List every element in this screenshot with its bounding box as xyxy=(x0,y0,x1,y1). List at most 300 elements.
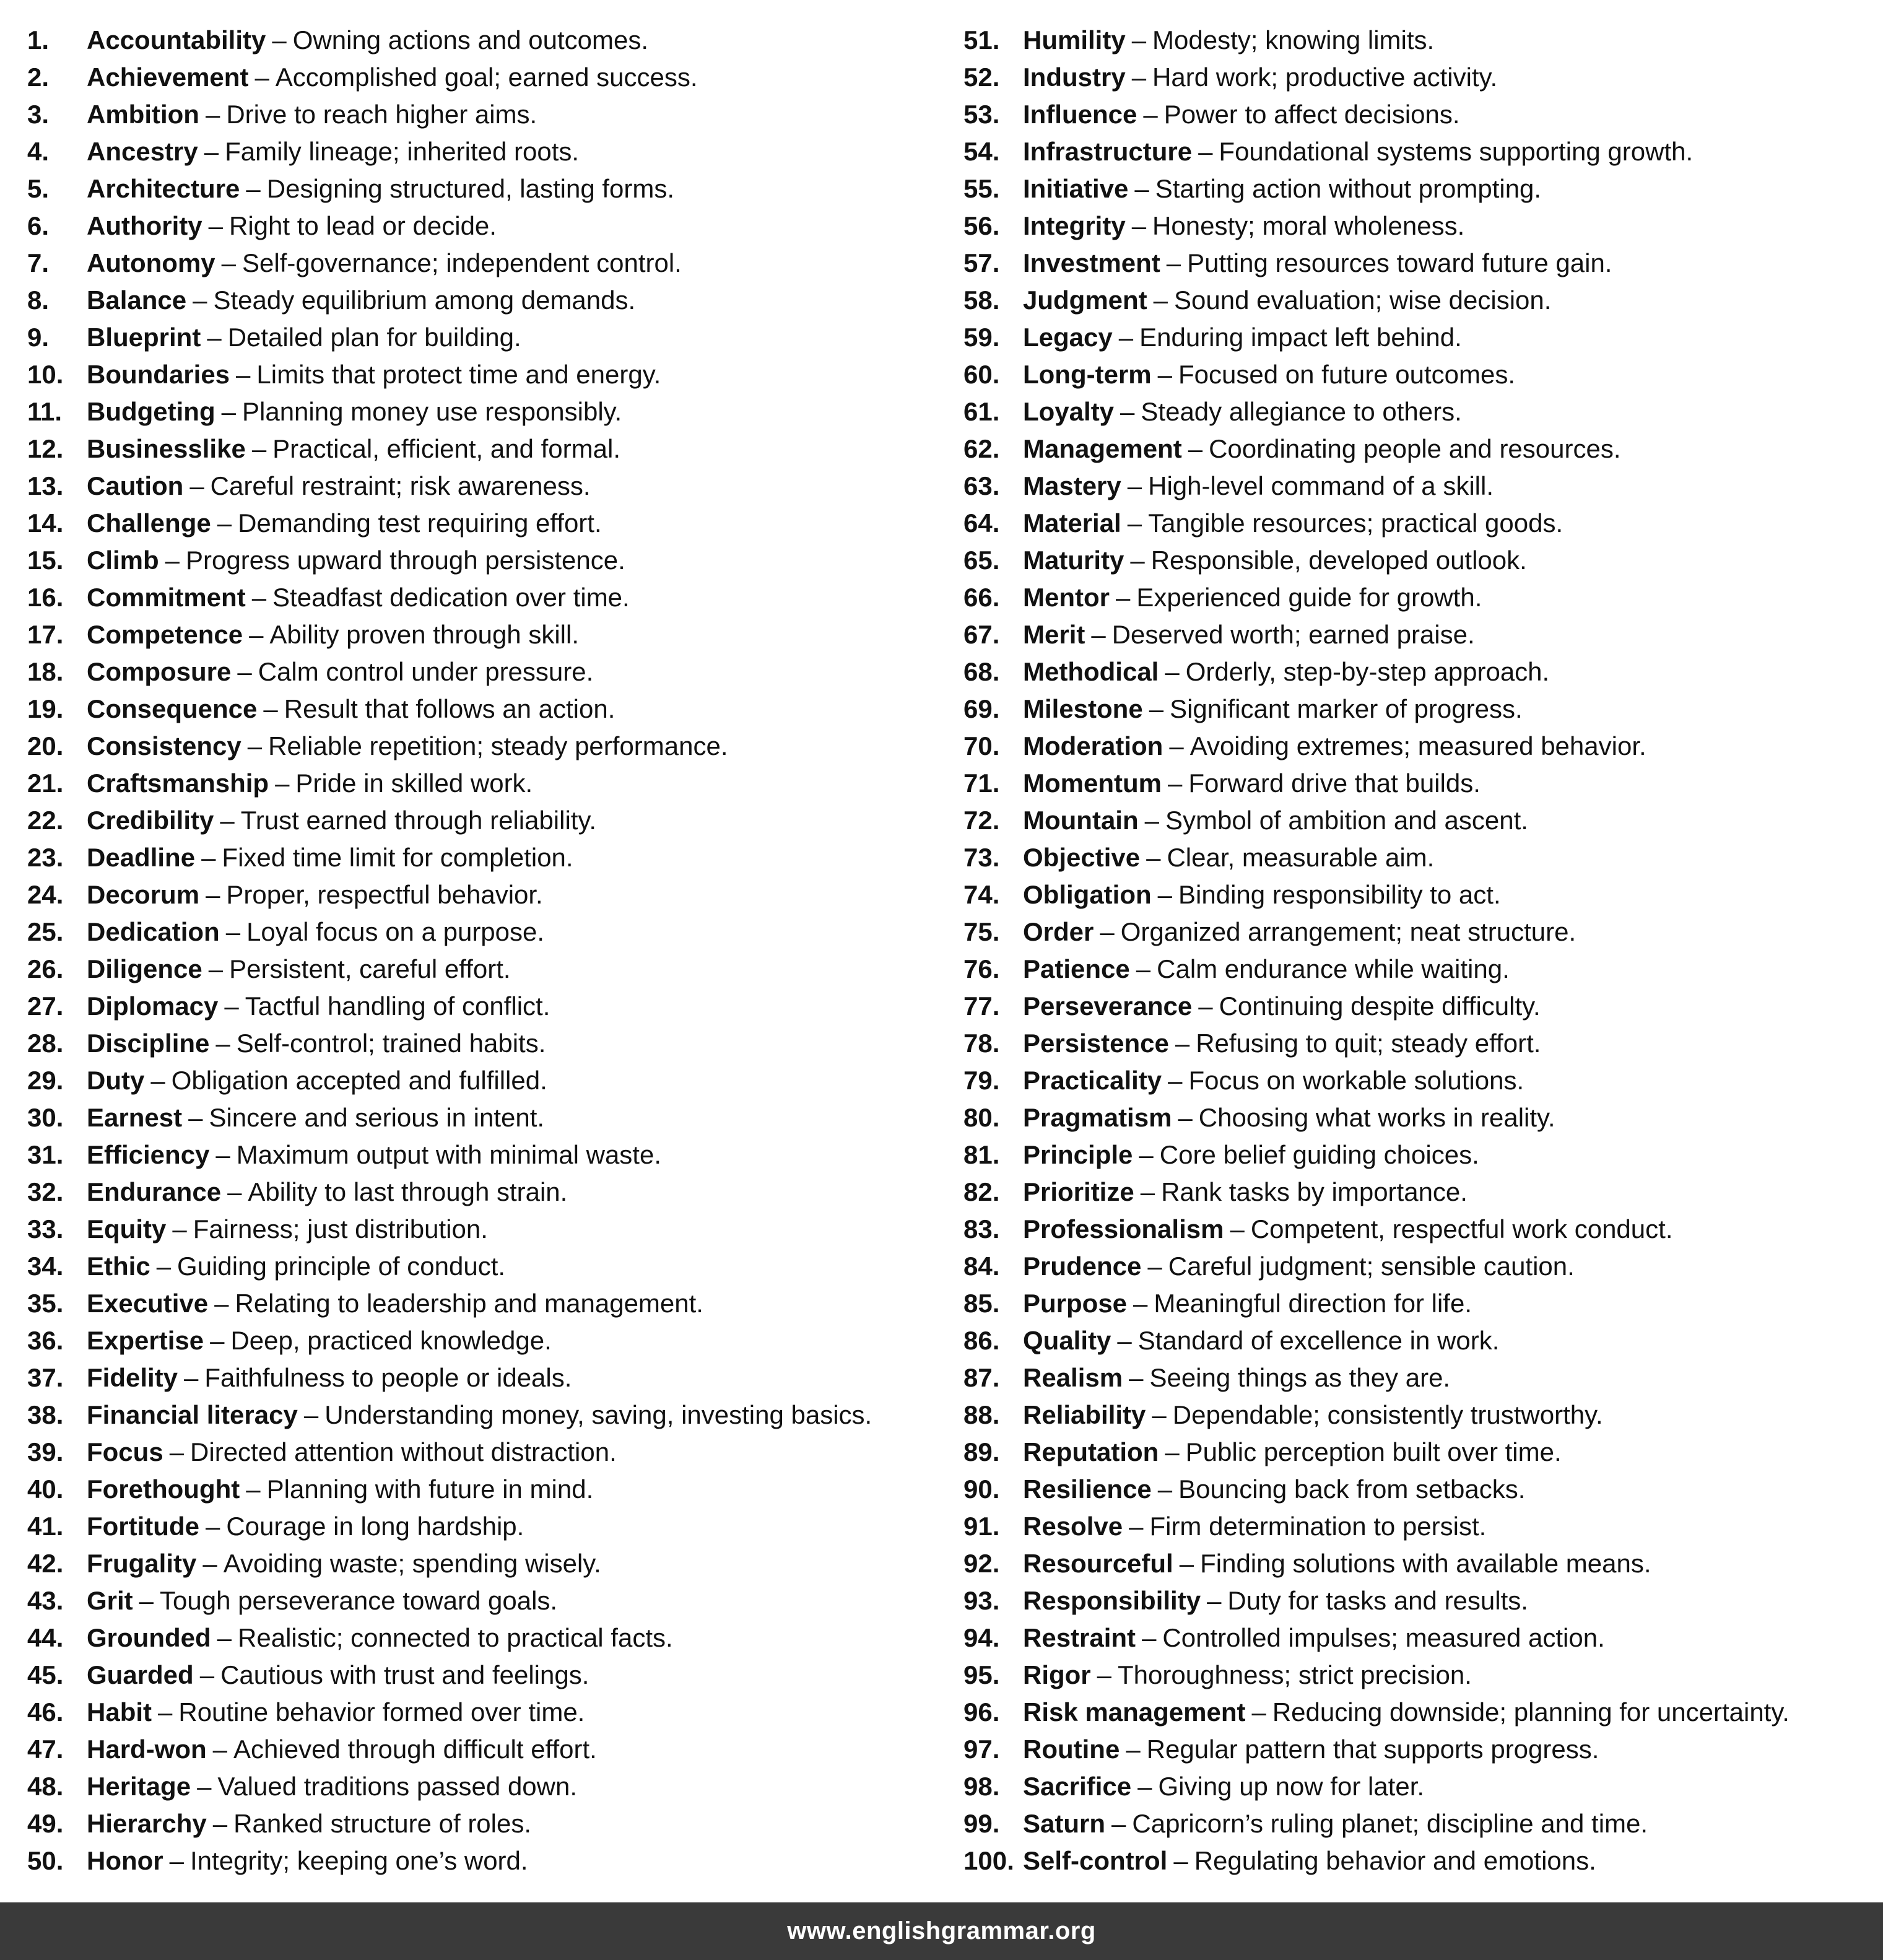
item-definition: Result that follows an action. xyxy=(284,694,615,723)
item-term: Financial literacy xyxy=(87,1400,298,1429)
item-number: 63. xyxy=(963,471,1000,500)
item-number: 14. xyxy=(27,508,64,538)
list-item xyxy=(27,839,956,876)
item-definition: Standard of excellence in work. xyxy=(1137,1326,1500,1355)
item-number: 16. xyxy=(27,583,64,612)
list-item xyxy=(963,579,1880,616)
item-number: 68. xyxy=(963,657,1000,686)
item-definition: Obligation accepted and fulfilled. xyxy=(171,1066,547,1095)
item-definition: Orderly, step-by-step approach. xyxy=(1185,657,1550,686)
item-definition: Reliable repetition; steady performance. xyxy=(268,731,728,760)
item-term: Management xyxy=(1023,434,1182,463)
item-separator: – xyxy=(1153,285,1168,315)
item-term: Judgment xyxy=(1023,285,1147,315)
item-term: Balance xyxy=(87,285,187,315)
item-definition: Regular pattern that supports progress. xyxy=(1146,1735,1599,1764)
item-definition: Courage in long hardship. xyxy=(226,1512,524,1541)
item-term: Expertise xyxy=(87,1326,204,1355)
item-definition: Tough perseverance toward goals. xyxy=(160,1586,558,1615)
item-definition: Core belief guiding choices. xyxy=(1159,1140,1479,1169)
item-term: Authority xyxy=(87,211,202,240)
list-item xyxy=(963,616,1880,653)
item-definition: Steadfast dedication over time. xyxy=(272,583,630,612)
item-definition: Achieved through difficult effort. xyxy=(233,1735,597,1764)
item-separator: – xyxy=(246,1474,261,1504)
item-separator: – xyxy=(1133,1289,1148,1318)
item-separator: – xyxy=(225,917,241,946)
item-separator: – xyxy=(199,1660,215,1689)
list-item xyxy=(27,282,956,319)
list-item xyxy=(963,653,1880,690)
item-number: 75. xyxy=(963,917,1000,946)
item-number: 94. xyxy=(963,1623,1000,1652)
item-separator: – xyxy=(1173,1846,1188,1875)
item-number: 92. xyxy=(963,1549,1000,1578)
item-definition: Integrity; keeping one’s word. xyxy=(190,1846,528,1875)
item-separator: – xyxy=(205,100,220,129)
item-separator: – xyxy=(1140,1177,1155,1206)
item-number: 65. xyxy=(963,546,1000,575)
item-separator: – xyxy=(221,397,236,426)
item-definition: High-level command of a skill. xyxy=(1148,471,1494,500)
item-definition: Coordinating people and resources. xyxy=(1209,434,1621,463)
item-separator: – xyxy=(212,1809,228,1838)
item-definition: Faithfulness to people or ideals. xyxy=(204,1363,572,1392)
item-separator: – xyxy=(1168,1066,1183,1095)
item-separator: – xyxy=(205,1512,220,1541)
item-term: Quality xyxy=(1023,1326,1111,1355)
item-term: Saturn xyxy=(1023,1809,1106,1838)
list-item xyxy=(963,356,1880,393)
list-item xyxy=(963,1582,1880,1619)
list-item xyxy=(27,430,956,468)
list-item xyxy=(963,876,1880,913)
item-number: 76. xyxy=(963,954,1000,983)
item-definition: Bouncing back from setbacks. xyxy=(1178,1474,1526,1504)
item-term: Caution xyxy=(87,471,184,500)
list-item xyxy=(963,22,1880,59)
item-definition: Power to affect decisions. xyxy=(1163,100,1460,129)
item-term: Prioritize xyxy=(1023,1177,1134,1206)
list-item xyxy=(963,505,1880,542)
item-definition: Self-governance; independent control. xyxy=(242,248,682,277)
item-term: Moderation xyxy=(1023,731,1163,760)
item-definition: Enduring impact left behind. xyxy=(1139,323,1462,352)
list-item xyxy=(27,728,956,765)
item-term: Competence xyxy=(87,620,243,649)
list-item xyxy=(27,1508,956,1545)
item-separator: – xyxy=(169,1846,185,1875)
item-separator: – xyxy=(1100,917,1115,946)
item-separator: – xyxy=(249,620,264,649)
item-number: 13. xyxy=(27,471,64,500)
item-term: Mastery xyxy=(1023,471,1121,500)
item-definition: Fairness; just distribution. xyxy=(193,1214,488,1244)
item-definition: Avoiding waste; spending wisely. xyxy=(223,1549,601,1578)
item-separator: – xyxy=(1165,1437,1180,1466)
item-term: Persistence xyxy=(1023,1029,1169,1058)
item-definition: Planning with future in mind. xyxy=(266,1474,594,1504)
item-separator: – xyxy=(247,731,263,760)
item-number: 53. xyxy=(963,100,1000,129)
list-item xyxy=(27,616,956,653)
item-term: Commitment xyxy=(87,583,246,612)
footer-url[interactable]: www.englishgrammar.org xyxy=(787,1917,1096,1945)
item-term: Restraint xyxy=(1023,1623,1136,1652)
item-number: 40. xyxy=(27,1474,64,1504)
item-definition: Understanding money, saving, investing basics. xyxy=(324,1400,872,1429)
list-item xyxy=(963,1359,1880,1396)
item-separator: – xyxy=(169,1437,185,1466)
list-item xyxy=(27,1285,956,1322)
item-definition: Trust earned through reliability. xyxy=(240,806,597,835)
item-definition: Owning actions and outcomes. xyxy=(292,25,649,54)
item-number: 96. xyxy=(963,1697,1000,1727)
item-separator: – xyxy=(1127,471,1142,500)
item-definition: Valued traditions passed down. xyxy=(217,1772,578,1801)
item-definition: Practical, efficient, and formal. xyxy=(272,434,620,463)
item-definition: Relating to leadership and management. xyxy=(235,1289,703,1318)
item-term: Resolve xyxy=(1023,1512,1123,1541)
item-separator: – xyxy=(208,954,224,983)
list-item xyxy=(27,468,956,505)
item-term: Mountain xyxy=(1023,806,1139,835)
item-definition: Dependable; consistently trustworthy. xyxy=(1172,1400,1603,1429)
item-term: Material xyxy=(1023,508,1121,538)
list-item xyxy=(27,207,956,245)
item-number: 67. xyxy=(963,620,1000,649)
item-separator: – xyxy=(1152,1400,1167,1429)
list-item xyxy=(963,1434,1880,1471)
list-item xyxy=(27,96,956,133)
item-number: 77. xyxy=(963,991,1000,1021)
item-number: 10. xyxy=(27,360,64,389)
item-term: Earnest xyxy=(87,1103,183,1132)
list-item xyxy=(963,1508,1880,1545)
item-number: 50. xyxy=(27,1846,64,1875)
item-separator: – xyxy=(1131,63,1147,92)
list-item xyxy=(963,1285,1880,1322)
item-number: 25. xyxy=(27,917,64,946)
item-separator: – xyxy=(210,1326,225,1355)
item-number: 41. xyxy=(27,1512,64,1541)
list-item xyxy=(27,1805,956,1842)
item-term: Rigor xyxy=(1023,1660,1091,1689)
item-definition: Focused on future outcomes. xyxy=(1178,360,1515,389)
item-separator: – xyxy=(1251,1697,1266,1727)
list-item xyxy=(27,1211,956,1248)
item-definition: Experienced guide for growth. xyxy=(1136,583,1482,612)
item-separator: – xyxy=(1127,508,1142,538)
item-number: 11. xyxy=(27,397,63,426)
item-number: 79. xyxy=(963,1066,1000,1095)
item-definition: Careful restraint; risk awareness. xyxy=(210,471,591,500)
item-term: Equity xyxy=(87,1214,167,1244)
item-separator: – xyxy=(207,323,222,352)
item-number: 42. xyxy=(27,1549,64,1578)
item-separator: – xyxy=(254,63,269,92)
item-definition: Pride in skilled work. xyxy=(295,769,533,798)
item-separator: – xyxy=(215,1140,230,1169)
item-number: 99. xyxy=(963,1809,1000,1838)
item-definition: Cautious with trust and feelings. xyxy=(220,1660,589,1689)
item-term: Investment xyxy=(1023,248,1160,277)
item-definition: Maximum output with minimal waste. xyxy=(236,1140,661,1169)
item-number: 88. xyxy=(963,1400,1000,1429)
item-separator: – xyxy=(1136,954,1151,983)
item-separator: – xyxy=(1230,1214,1245,1244)
list-item xyxy=(963,393,1880,430)
list-item xyxy=(963,1545,1880,1582)
list-item xyxy=(27,1359,956,1396)
item-term: Infrastructure xyxy=(1023,137,1193,166)
item-term: Realism xyxy=(1023,1363,1123,1392)
item-definition: Ability proven through skill. xyxy=(269,620,579,649)
item-number: 5. xyxy=(27,174,50,203)
item-term: Architecture xyxy=(87,174,240,203)
list-item xyxy=(963,245,1880,282)
item-definition: Meaningful direction for life. xyxy=(1154,1289,1472,1318)
list-item xyxy=(27,913,956,951)
item-separator: – xyxy=(1165,657,1180,686)
item-term: Consequence xyxy=(87,694,258,723)
list-item xyxy=(963,1099,1880,1136)
list-item xyxy=(963,690,1880,728)
item-definition: Duty for tasks and results. xyxy=(1227,1586,1528,1615)
item-number: 69. xyxy=(963,694,1000,723)
item-term: Boundaries xyxy=(87,360,230,389)
item-number: 44. xyxy=(27,1623,64,1652)
list-item xyxy=(27,1322,956,1359)
item-separator: – xyxy=(275,769,290,798)
item-term: Forethought xyxy=(87,1474,240,1504)
item-term: Composure xyxy=(87,657,232,686)
item-term: Diplomacy xyxy=(87,991,219,1021)
item-term: Pragmatism xyxy=(1023,1103,1172,1132)
item-separator: – xyxy=(1157,880,1173,909)
list-item xyxy=(963,1136,1880,1174)
list-item xyxy=(27,951,956,988)
item-definition: Directed attention without distraction. xyxy=(190,1437,617,1466)
item-term: Resilience xyxy=(1023,1474,1152,1504)
item-number: 43. xyxy=(27,1586,64,1615)
item-separator: – xyxy=(1157,1474,1173,1504)
item-separator: – xyxy=(1116,583,1131,612)
list-item xyxy=(963,319,1880,356)
item-definition: Fixed time limit for completion. xyxy=(222,843,573,872)
item-definition: Putting resources toward future gain. xyxy=(1187,248,1612,277)
item-definition: Foundational systems supporting growth. xyxy=(1219,137,1694,166)
item-number: 70. xyxy=(963,731,1000,760)
item-separator: – xyxy=(1143,100,1158,129)
item-definition: Choosing what works in reality. xyxy=(1198,1103,1555,1132)
list-item xyxy=(963,988,1880,1025)
item-number: 64. xyxy=(963,508,1000,538)
item-number: 97. xyxy=(963,1735,1000,1764)
item-separator: – xyxy=(246,174,261,203)
item-term: Integrity xyxy=(1023,211,1126,240)
item-definition: Sincere and serious in intent. xyxy=(209,1103,545,1132)
item-term: Order xyxy=(1023,917,1094,946)
item-definition: Sound evaluation; wise decision. xyxy=(1174,285,1552,315)
list-item xyxy=(963,1471,1880,1508)
list-item xyxy=(27,1842,956,1879)
item-definition: Demanding test requiring effort. xyxy=(238,508,602,538)
item-separator: – xyxy=(184,1363,199,1392)
item-term: Maturity xyxy=(1023,546,1124,575)
item-term: Ancestry xyxy=(87,137,198,166)
item-number: 6. xyxy=(27,211,50,240)
item-definition: Calm control under pressure. xyxy=(258,657,594,686)
item-separator: – xyxy=(1157,360,1173,389)
item-term: Discipline xyxy=(87,1029,210,1058)
item-separator: – xyxy=(1137,1772,1152,1801)
item-term: Ethic xyxy=(87,1252,150,1281)
item-number: 72. xyxy=(963,806,1000,835)
item-number: 71. xyxy=(963,769,1000,798)
item-definition: Rank tasks by importance. xyxy=(1161,1177,1468,1206)
item-term: Responsibility xyxy=(1023,1586,1201,1615)
item-definition: Reducing downside; planning for uncertainty. xyxy=(1272,1697,1790,1727)
item-definition: Careful judgment; sensible caution. xyxy=(1168,1252,1575,1281)
list-item xyxy=(27,1434,956,1471)
item-definition: Responsible, developed outlook. xyxy=(1150,546,1527,575)
item-definition: Proper, respectful behavior. xyxy=(226,880,543,909)
item-number: 85. xyxy=(963,1289,1000,1318)
footer-bar xyxy=(0,1902,1883,1960)
item-separator: – xyxy=(139,1586,154,1615)
item-separator: – xyxy=(251,583,267,612)
item-separator: – xyxy=(165,546,180,575)
item-number: 74. xyxy=(963,880,1000,909)
item-term: Loyalty xyxy=(1023,397,1115,426)
item-definition: Controlled impulses; measured action. xyxy=(1162,1623,1605,1652)
list-item xyxy=(27,1768,956,1805)
list-item xyxy=(963,802,1880,839)
item-separator: – xyxy=(212,1735,228,1764)
item-term: Businesslike xyxy=(87,434,246,463)
item-term: Perseverance xyxy=(1023,991,1193,1021)
item-definition: Avoiding extremes; measured behavior. xyxy=(1189,731,1646,760)
item-number: 20. xyxy=(27,731,64,760)
item-term: Heritage xyxy=(87,1772,191,1801)
item-term: Diligence xyxy=(87,954,202,983)
list-item xyxy=(963,1025,1880,1062)
item-definition: Hard work; productive activity. xyxy=(1152,63,1498,92)
item-definition: Tangible resources; practical goods. xyxy=(1148,508,1563,538)
item-definition: Deserved worth; earned praise. xyxy=(1111,620,1475,649)
item-number: 33. xyxy=(27,1214,64,1244)
list-item xyxy=(963,1396,1880,1434)
item-definition: Binding responsibility to act. xyxy=(1178,880,1501,909)
item-separator: – xyxy=(1134,174,1149,203)
list-item xyxy=(27,505,956,542)
item-separator: – xyxy=(1126,1735,1141,1764)
item-separator: – xyxy=(208,211,224,240)
item-number: 57. xyxy=(963,248,1000,277)
item-term: Grit xyxy=(87,1586,133,1615)
item-term: Self-control xyxy=(1023,1846,1168,1875)
item-number: 95. xyxy=(963,1660,1000,1689)
item-number: 47. xyxy=(27,1735,64,1764)
item-definition: Self-control; trained habits. xyxy=(236,1029,546,1058)
item-number: 36. xyxy=(27,1326,64,1355)
item-definition: Limits that protect time and energy. xyxy=(256,360,661,389)
item-separator: – xyxy=(1179,1549,1194,1578)
item-separator: – xyxy=(1175,1029,1190,1058)
item-number: 46. xyxy=(27,1697,64,1727)
item-term: Decorum xyxy=(87,880,200,909)
item-definition: Forward drive that builds. xyxy=(1188,769,1481,798)
item-separator: – xyxy=(1207,1586,1222,1615)
item-number: 37. xyxy=(27,1363,64,1392)
item-number: 49. xyxy=(27,1809,64,1838)
list-item xyxy=(963,1062,1880,1099)
list-item xyxy=(27,1062,956,1099)
item-number: 86. xyxy=(963,1326,1000,1355)
item-definition: Drive to reach higher aims. xyxy=(226,100,537,129)
item-term: Reputation xyxy=(1023,1437,1159,1466)
item-term: Blueprint xyxy=(87,323,201,352)
item-definition: Significant marker of progress. xyxy=(1170,694,1523,723)
item-definition: Symbol of ambition and ascent. xyxy=(1165,806,1528,835)
list-item xyxy=(963,1619,1880,1657)
item-definition: Steady equilibrium among demands. xyxy=(213,285,636,315)
item-separator: – xyxy=(263,694,278,723)
item-definition: Regulating behavior and emotions. xyxy=(1194,1846,1596,1875)
item-number: 91. xyxy=(963,1512,1000,1541)
item-number: 78. xyxy=(963,1029,1000,1058)
item-number: 56. xyxy=(963,211,1000,240)
item-number: 66. xyxy=(963,583,1000,612)
item-definition: Routine behavior formed over time. xyxy=(178,1697,585,1727)
list-item xyxy=(27,133,956,170)
item-number: 18. xyxy=(27,657,64,686)
item-definition: Giving up now for later. xyxy=(1158,1772,1425,1801)
item-term: Honor xyxy=(87,1846,163,1875)
item-term: Hard-won xyxy=(87,1735,207,1764)
item-number: 35. xyxy=(27,1289,64,1318)
item-term: Professionalism xyxy=(1023,1214,1224,1244)
item-separator: – xyxy=(1168,769,1183,798)
list-item xyxy=(963,133,1880,170)
item-number: 100. xyxy=(963,1846,1014,1875)
item-definition: Organized arrangement; neat structure. xyxy=(1120,917,1576,946)
item-separator: – xyxy=(1166,248,1181,277)
list-item xyxy=(963,282,1880,319)
list-item xyxy=(27,22,956,59)
item-term: Efficiency xyxy=(87,1140,210,1169)
item-separator: – xyxy=(303,1400,319,1429)
list-item xyxy=(963,430,1880,468)
list-item xyxy=(963,1694,1880,1731)
item-definition: Seeing things as they are. xyxy=(1149,1363,1451,1392)
item-term: Methodical xyxy=(1023,657,1159,686)
item-separator: – xyxy=(1198,137,1213,166)
item-separator: – xyxy=(217,1623,232,1652)
list-item xyxy=(963,1322,1880,1359)
list-item xyxy=(27,876,956,913)
item-separator: – xyxy=(236,360,251,389)
item-definition: Guiding principle of conduct. xyxy=(177,1252,506,1281)
item-number: 93. xyxy=(963,1586,1000,1615)
item-term: Prudence xyxy=(1023,1252,1142,1281)
item-term: Challenge xyxy=(87,508,211,538)
item-definition: Thoroughness; strict precision. xyxy=(1118,1660,1472,1689)
item-separator: – xyxy=(206,880,220,909)
list-item xyxy=(963,96,1880,133)
item-term: Consistency xyxy=(87,731,241,760)
